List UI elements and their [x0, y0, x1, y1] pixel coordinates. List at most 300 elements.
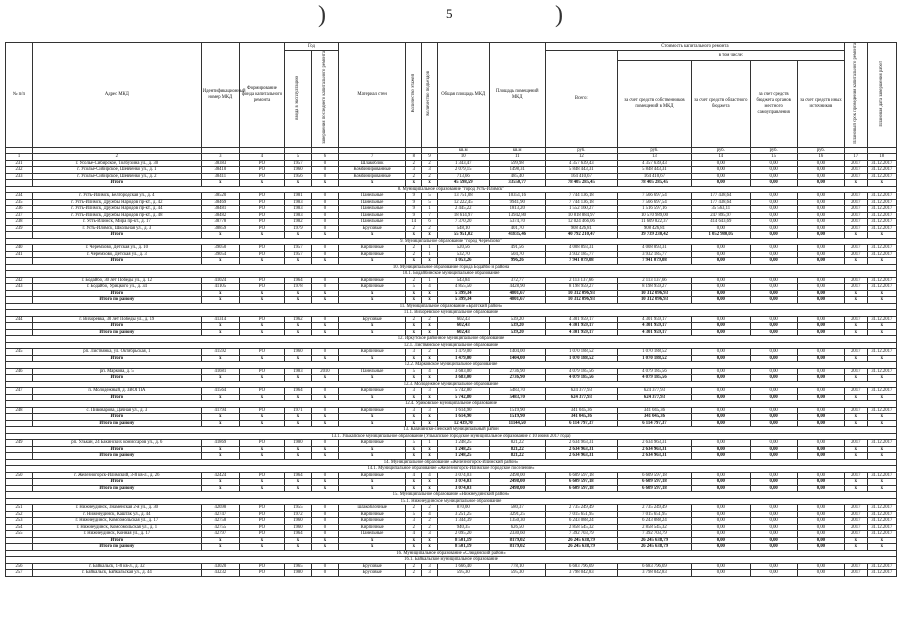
table-cell: х	[311, 479, 338, 486]
table-cell: РО	[239, 251, 284, 258]
table-cell: 0,00	[692, 258, 750, 265]
table-cell: 0	[311, 407, 338, 414]
table-cell: 10 570 989,00	[617, 212, 691, 219]
table-cell: 2	[406, 277, 422, 284]
table-cell: 31.12.2017	[867, 316, 896, 323]
header-incl: в том числе:	[617, 51, 844, 61]
section-heading: 16.1. Байкальское муниципальное образование	[6, 557, 897, 564]
table-cell: х	[311, 297, 338, 304]
table-cell: х	[239, 544, 284, 551]
table-cell: 3291,25	[489, 511, 545, 518]
table-cell: 1 516 597,16	[617, 206, 691, 213]
table-cell: х	[338, 544, 405, 551]
table-cell: Итого	[32, 258, 201, 265]
table-cell: 3 074,03	[437, 479, 489, 486]
table-cell: 31.12.2017	[867, 167, 896, 174]
table-cell: х	[284, 232, 311, 239]
table-cell: 2	[406, 505, 422, 512]
table-cell: 31.12.2017	[867, 212, 896, 219]
table-cell: 0,00	[692, 407, 750, 414]
table-cell: 539,20	[489, 329, 545, 336]
table-cell: 0,00	[750, 290, 797, 297]
table-cell: х	[201, 453, 239, 460]
table-cell: 1 343,47	[437, 160, 489, 167]
table-cell: 0,00	[750, 524, 797, 531]
table-cell: 870,00	[437, 505, 489, 512]
repair-register-table	[5, 42, 897, 577]
table-cell: 38411	[201, 173, 239, 180]
table-cell: г. Усть-Илимск, Дружбы Народов пр-кт., д. 44	[32, 206, 201, 213]
table-cell: 9	[406, 206, 422, 213]
table-cell: 55 951,02	[437, 232, 489, 239]
table-cell: 41869	[201, 440, 239, 447]
table-cell: 257	[6, 570, 33, 577]
table-cell: г. Нижнеудинск, Каштак ул., д. 44	[32, 511, 201, 518]
unit-local: руб.	[750, 147, 797, 154]
table-cell: 18 614,97	[437, 212, 489, 219]
table-cell: 6 609 597,18	[617, 485, 691, 492]
table-cell: 624 377,93	[617, 394, 691, 401]
table-cell: 0	[311, 167, 338, 174]
table-cell: 0,00	[750, 284, 797, 291]
table-cell: 5483,70	[489, 394, 545, 401]
table-cell: РО	[239, 407, 284, 414]
table-cell: 177 438,64	[692, 193, 750, 200]
table-cell: х	[284, 329, 311, 336]
table-cell: 31.12.2017	[867, 570, 896, 577]
table-cell: х	[239, 394, 284, 401]
table-cell: 0,00	[750, 518, 797, 525]
table-cell: Итого по району	[32, 544, 201, 551]
table-cell: 1 053,26	[437, 258, 489, 265]
table-cell: г. Усть-Илимск, Дружбы Народов пр-кт., д. 42	[32, 199, 201, 206]
table-cell: 0,00	[692, 245, 750, 252]
table-cell: 10 312 096,93	[617, 290, 691, 297]
table-cell: х	[867, 479, 896, 486]
table-cell: 2	[406, 524, 422, 531]
table-cell: х	[201, 485, 239, 492]
table-cell: г. Усолье-Сибирское, Шевченко ул., д. 2	[32, 173, 201, 180]
table-cell: 908 426,81	[617, 225, 691, 232]
table-cell: х	[406, 258, 422, 265]
table-cell: 2017	[845, 199, 867, 206]
table-cell: 2 445,22	[437, 206, 489, 213]
section-heading: 11.1. Вихоревское муниципальное образование	[6, 310, 897, 317]
table-cell: 0	[311, 563, 338, 570]
table-cell: 3 074,03	[437, 472, 489, 479]
table-cell: 5483,70	[489, 388, 545, 395]
table-cell: 5	[422, 199, 438, 206]
table-cell: 237	[6, 212, 33, 219]
table-cell: 7 941 079,08	[617, 258, 691, 265]
table-cell: 624 377,93	[545, 394, 617, 401]
table-cell: 0,00	[797, 485, 844, 492]
table-cell: 42755	[201, 524, 239, 531]
table-cell: 1350,30	[489, 518, 545, 525]
table-cell: 3 074,03	[437, 485, 489, 492]
table-cell: 1957	[284, 245, 311, 252]
table-cell: 1 070 188,52	[545, 349, 617, 356]
table-cell: х	[867, 297, 896, 304]
table-cell: 1972	[284, 511, 311, 518]
table-cell: х	[201, 323, 239, 330]
table-cell: РО	[239, 349, 284, 356]
table-cell: 940,35	[437, 524, 489, 531]
table-cell: х	[867, 232, 896, 239]
table-cell: 246	[6, 368, 33, 375]
table-cell: х	[845, 453, 867, 460]
table-cell: 1 248,25	[437, 453, 489, 460]
table-cell: х	[422, 355, 438, 362]
table-cell: 2017	[845, 193, 867, 200]
table-cell: 2 634 963,31	[545, 453, 617, 460]
table-cell: х	[284, 355, 311, 362]
table-cell: 5 399,34	[437, 297, 489, 304]
table-cell: 31.12.2017	[867, 349, 896, 356]
table-cell: х	[867, 329, 896, 336]
table-cell: Итого по району	[32, 420, 201, 427]
table-cell: х	[201, 180, 239, 187]
header-formation: Формирование фонда капитального ремонта	[239, 43, 284, 148]
table-cell: 1 614,90	[437, 407, 489, 414]
table-cell: 996,26	[489, 258, 545, 265]
table-cell: 3 798 042,83	[545, 570, 617, 577]
header-year-group: Год	[284, 43, 338, 51]
table-cell: 38778	[201, 219, 239, 226]
table-cell: х	[239, 329, 284, 336]
table-cell: 2	[422, 173, 438, 180]
table-cell: 0	[311, 440, 338, 447]
table-cell: 821,22	[489, 440, 545, 447]
table-cell: 4	[422, 472, 438, 479]
table-cell: 0,00	[797, 212, 844, 219]
table-cell: 4	[422, 511, 438, 518]
table-cell: 6 609 597,18	[617, 472, 691, 479]
table-cell: 0,00	[692, 225, 750, 232]
unit-total-cost: руб.	[545, 147, 617, 154]
table-cell: 26 245 638,79	[617, 544, 691, 551]
table-cell: 5	[406, 284, 422, 291]
table-cell: 0,00	[692, 368, 750, 375]
table-cell: 341 045,36	[545, 407, 617, 414]
table-cell: 31.12.2017	[867, 225, 896, 232]
table-cell: х	[422, 446, 438, 453]
table-cell: 31.12.2017	[867, 524, 896, 531]
table-cell: 2017	[845, 472, 867, 479]
table-cell: Итого	[32, 446, 201, 453]
table-cell: 1 479,00	[437, 355, 489, 362]
table-cell: х	[406, 355, 422, 362]
header-id-number: Идентификационный номер МКД	[201, 43, 239, 148]
table-cell: 1	[422, 206, 438, 213]
table-cell: 821,22	[489, 446, 545, 453]
table-cell: 4	[422, 368, 438, 375]
section-heading: 13.1. Улькапское муниципальное образование (Улькапское городское муниципальное образование с 10 июня 2017 года)	[6, 433, 897, 440]
table-cell: х	[239, 290, 284, 297]
table-cell: Комбинированные	[338, 167, 405, 174]
table-cell: г. Усть-Илимск, Школьная ул., д. 3	[32, 225, 201, 232]
table-cell: х	[406, 375, 422, 382]
header-material: Материал стен	[338, 43, 405, 148]
table-cell: 5	[406, 440, 422, 447]
table-cell: 539,20	[489, 323, 545, 330]
table-cell: 401,70	[489, 225, 545, 232]
table-cell: 2017	[845, 212, 867, 219]
table-cell: х	[845, 446, 867, 453]
table-cell: 2 858 545,32	[617, 524, 691, 531]
table-cell: Итого	[32, 232, 201, 239]
table-cell: рп. Маркова, д. 5	[32, 368, 201, 375]
table-cell: х	[422, 290, 438, 297]
table-cell: 4 301 959,17	[545, 316, 617, 323]
table-cell: РО	[239, 440, 284, 447]
header-planned-end: Плановая дата завершения работ	[867, 43, 896, 148]
table-cell: 1983	[284, 199, 311, 206]
table-cell: шлакоблочные	[338, 505, 405, 512]
table-cell: 1404,00	[489, 355, 545, 362]
table-cell: 713,66	[437, 173, 489, 180]
table-cell: х	[311, 290, 338, 297]
table-cell: 0	[311, 277, 338, 284]
table-cell: х	[406, 453, 422, 460]
table-cell: 31.12.2017	[867, 563, 896, 570]
table-cell: х	[311, 232, 338, 239]
table-cell: 1	[422, 277, 438, 284]
table-cell: 252	[6, 511, 33, 518]
table-cell: 520,56	[437, 245, 489, 252]
table-cell: 0,00	[797, 472, 844, 479]
table-cell: 8 501,19	[437, 544, 489, 551]
table-cell: 41592	[201, 349, 239, 356]
table-cell: 38410	[201, 167, 239, 174]
table-cell: 0,00	[750, 394, 797, 401]
table-cell: Брусовые	[338, 570, 405, 577]
section-heading: 12.1. Листвянское муниципальное образование	[6, 342, 897, 349]
table-cell: 3	[406, 167, 422, 174]
table-cell: 1978	[284, 284, 311, 291]
table-cell: 2017	[845, 368, 867, 375]
table-cell: 0,00	[797, 167, 844, 174]
table-cell: г. Нижнеудинск, Знаменская 2-я ул., д. 30	[32, 505, 201, 512]
table-cell: х	[284, 485, 311, 492]
table-cell: 624 377,93	[545, 388, 617, 395]
table-cell: 7 744 136,18	[545, 193, 617, 200]
table-cell: 1957	[284, 251, 311, 258]
header-year-commission: ввода в эксплуатацию	[284, 51, 311, 148]
table-cell: х	[338, 375, 405, 382]
table-cell: РО	[239, 225, 284, 232]
table-cell: 0,00	[750, 544, 797, 551]
table-cell: 0,00	[692, 544, 750, 551]
table-cell: 249	[6, 440, 33, 447]
table-cell: 1964	[284, 531, 311, 538]
table-cell: 1980	[284, 440, 311, 447]
column-number: 4	[239, 154, 284, 161]
table-cell: х	[239, 258, 284, 265]
table-cell: 0,00	[692, 479, 750, 486]
table-cell: х	[406, 537, 422, 544]
table-cell: 0,00	[797, 323, 844, 330]
table-cell: 0,00	[797, 394, 844, 401]
table-cell: 0,00	[692, 297, 750, 304]
table-cell: 0,00	[692, 323, 750, 330]
table-cell: 0,00	[750, 173, 797, 180]
table-cell: 4 079 185,56	[545, 368, 617, 375]
table-cell: 5	[406, 511, 422, 518]
table-cell: 7 941 079,08	[545, 258, 617, 265]
table-cell: 2 095,20	[437, 531, 489, 538]
table-cell: 1	[422, 251, 438, 258]
table-cell: 6 114 797,37	[545, 420, 617, 427]
table-cell: Итого	[32, 394, 201, 401]
table-cell: 13 751,08	[437, 193, 489, 200]
table-cell: 31.12.2017	[867, 173, 896, 180]
table-cell: г. Черемхово, Детская ул., д. 10	[32, 245, 201, 252]
table-cell: 2017	[845, 277, 867, 284]
table-cell: 7 566 697,54	[617, 193, 691, 200]
table-cell: 6 609 597,18	[545, 472, 617, 479]
table-cell: г. Усть-Илимск, Мира пр-кт., д. 17	[32, 219, 201, 226]
table-cell: 31.12.2017	[867, 440, 896, 447]
table-cell: 255	[6, 531, 33, 538]
table-cell: 39 739 230,42	[617, 232, 691, 239]
table-cell: 1965	[284, 563, 311, 570]
table-cell: 0,00	[750, 167, 797, 174]
column-number: 14	[692, 154, 750, 161]
table-cell: х	[845, 258, 867, 265]
section-heading: 14.1. Муниципальное образование «Железногорск-Илимское городское поселение»	[6, 466, 897, 473]
table-cell: 42424	[201, 472, 239, 479]
table-cell: х	[239, 453, 284, 460]
table-cell: 0,00	[750, 245, 797, 252]
table-cell: 0,00	[692, 349, 750, 356]
table-cell: 0,00	[750, 355, 797, 362]
table-cell: 26 245 638,79	[617, 537, 691, 544]
table-cell: 242	[6, 277, 33, 284]
column-number: 10	[437, 154, 489, 161]
table-cell: 5 848 443,31	[545, 167, 617, 174]
table-cell: 2	[406, 251, 422, 258]
table-header	[6, 43, 897, 161]
table-cell: 2 634 963,31	[545, 440, 617, 447]
table-cell: х	[422, 420, 438, 427]
table-cell: х	[201, 420, 239, 427]
table-cell: 532,70	[437, 251, 489, 258]
table-cell: 6 243 088,24	[617, 518, 691, 525]
table-cell: х	[284, 537, 311, 544]
table-cell: 0	[311, 570, 338, 577]
table-cell: 2	[422, 524, 438, 531]
table-cell: х	[406, 485, 422, 492]
table-cell: 0,00	[692, 375, 750, 382]
table-cell: 2	[422, 160, 438, 167]
table-cell: 38482	[201, 212, 239, 219]
header-regional: за счет средств областного бюджета	[692, 61, 750, 147]
table-cell: 0	[311, 212, 338, 219]
table-cell: 3	[422, 167, 438, 174]
table-cell: 0,00	[692, 284, 750, 291]
table-cell: 7 015 651,95	[617, 511, 691, 518]
table-cell: 0,00	[692, 518, 750, 525]
table-cell: 0	[311, 531, 338, 538]
table-cell: п. Молодежный, д. 3ВОГПА	[32, 388, 201, 395]
table-cell: 0	[311, 316, 338, 323]
table-cell: 38859	[201, 225, 239, 232]
section-heading: 15.1. Нижнеудинское муниципальное образование	[6, 498, 897, 505]
unit-living-area: кв.м	[489, 147, 545, 154]
table-cell: 10 818 884,97	[545, 212, 617, 219]
table-cell: х	[311, 537, 338, 544]
table-cell: 778,10	[489, 563, 545, 570]
table-cell: х	[845, 297, 867, 304]
table-cell: 1 248,25	[437, 440, 489, 447]
table-cell: 0,00	[692, 180, 750, 187]
table-cell: х	[284, 258, 311, 265]
table-cell: 0,00	[797, 479, 844, 486]
table-cell: 2	[406, 160, 422, 167]
table-cell: 4428,90	[489, 284, 545, 291]
header-floors: Количество этажей	[406, 43, 422, 148]
table-cell: х	[406, 479, 422, 486]
table-row	[6, 570, 897, 577]
table-cell: 7 015 651,95	[545, 511, 617, 518]
table-cell: 0,00	[797, 446, 844, 453]
table-cell: Итого	[32, 323, 201, 330]
table-cell: 0,00	[797, 316, 844, 323]
table-cell: 0	[311, 173, 338, 180]
section-heading: 8. Муниципальное образование "город Усть-Илимск"	[6, 186, 897, 193]
table-cell: 0,00	[750, 570, 797, 577]
table-cell: 0,00	[750, 251, 797, 258]
table-cell: 1983	[284, 206, 311, 213]
table-cell: 250	[6, 472, 33, 479]
table-cell: 2017	[845, 160, 867, 167]
table-cell: 0,00	[797, 375, 844, 382]
table-cell: 548,10	[437, 225, 489, 232]
table-cell: Панельные	[338, 199, 405, 206]
unit-total-area: кв.м	[437, 147, 489, 154]
table-cell: 2	[406, 225, 422, 232]
table-cell: х	[867, 258, 896, 265]
table-cell: 595,30	[489, 570, 545, 577]
table-cell: 2017	[845, 349, 867, 356]
table-cell: х	[406, 323, 422, 330]
table-cell: 2	[422, 518, 438, 525]
table-cell: 1 552 160,27	[545, 206, 617, 213]
header-address: Адрес МКД	[32, 43, 201, 148]
table-cell: 1 344,39	[437, 518, 489, 525]
table-cell: 35 563,11	[692, 206, 750, 213]
table-cell: 31.12.2017	[867, 407, 896, 414]
table-cell: х	[201, 414, 239, 421]
table-cell: 0,00	[797, 258, 844, 265]
table-cell: 0,00	[692, 251, 750, 258]
table-cell: Кирпичные	[338, 511, 405, 518]
table-cell: Кирпичные	[338, 472, 405, 479]
table-cell: х	[239, 323, 284, 330]
table-cell: Шлакоблок	[338, 160, 405, 167]
table-cell: х	[311, 375, 338, 382]
table-cell: 1 614,90	[437, 414, 489, 421]
table-cell: 2	[422, 505, 438, 512]
table-cell: 0,00	[692, 173, 750, 180]
table-cell: х	[338, 232, 405, 239]
table-cell: Панельные	[338, 219, 405, 226]
table-cell: РО	[239, 219, 284, 226]
table-cell: г. Железногорск-Илимский, 3-й кв-л., д. 26	[32, 472, 201, 479]
table-cell: 31.12.2017	[867, 531, 896, 538]
table-cell: Итого	[32, 479, 201, 486]
